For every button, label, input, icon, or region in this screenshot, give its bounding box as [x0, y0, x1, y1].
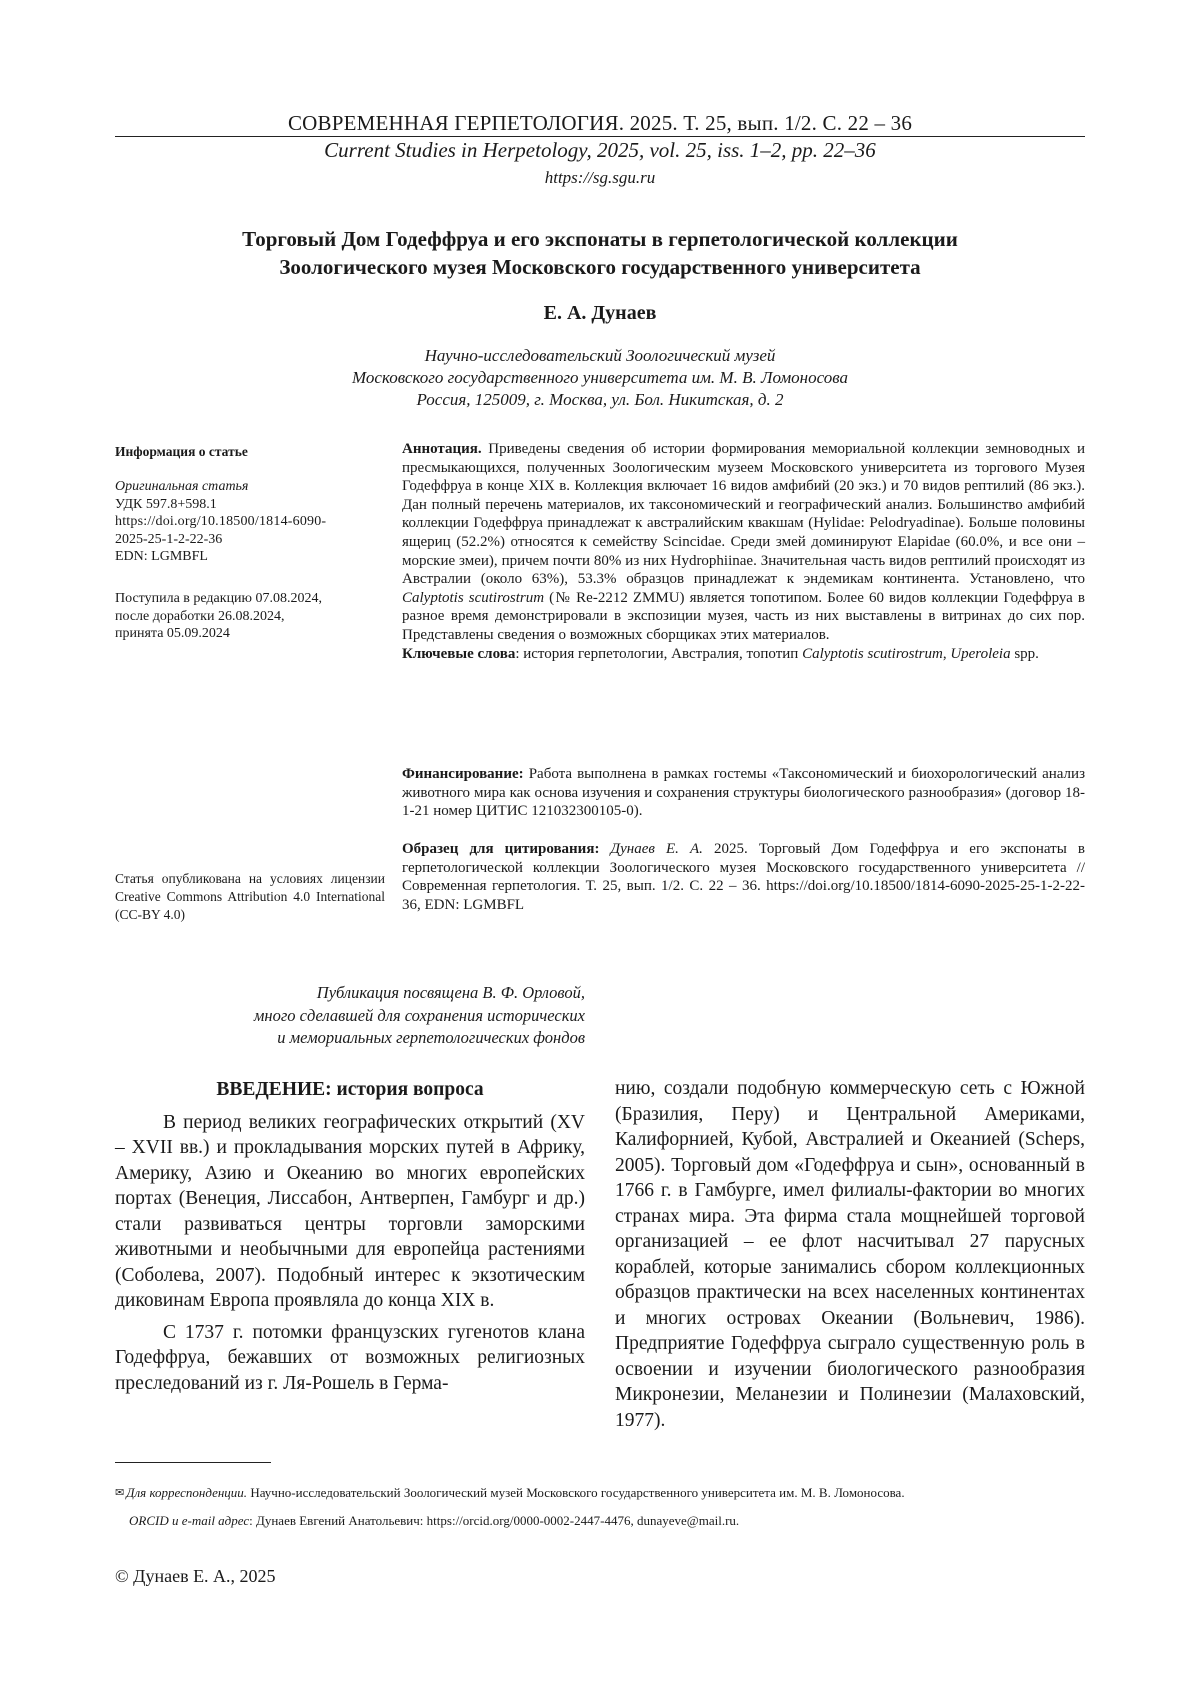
header-rule — [115, 136, 1085, 137]
edn: EDN: LGMBFL — [115, 549, 208, 564]
orcid-label: ORCID и e-mail адрес — [129, 1513, 250, 1528]
keywords — [402, 645, 1085, 664]
intro-paragraph-2: С 1737 г. потомки французских гугенотов клана Годеффруа, бежавших от возможных религиозных преследований из г. Ля-Рошель в Герма- — [115, 1321, 585, 1394]
journal-title-ru: СОВРЕМЕННАЯ ГЕРПЕТОЛОГИЯ. 2025. Т. 25, вып. 1/2. С. 22 – 36 — [287, 111, 913, 135]
dedication-line-2: много сделавшей для сохранения исторических — [253, 1005, 585, 1025]
abstract-text-2: (№ Re-2212 ZMMU) является топотипом. Более 60 видов коллекции Годеффруа в разное время демонстрировали в экспозиции музея, часть из них выставлены в витринах до сих пор. Представлены сведения о возможных сборщиках этих материалов. — [402, 589, 1085, 643]
section-heading: ВВЕДЕНИЕ: история вопроса — [216, 1079, 484, 1100]
keywords-label: Ключевые слова — [402, 645, 516, 662]
journal-title-en — [115, 138, 1085, 163]
keywords-sep: , — [942, 645, 951, 662]
body-left-column — [115, 1077, 585, 1396]
citation-label: Образец для цитирования: — [402, 841, 600, 857]
date-received: Поступила в редакцию 07.08.2024, — [115, 591, 323, 606]
author-name: Е. А. Дунаев — [543, 302, 657, 324]
article-type: Оригинальная статья — [115, 479, 249, 494]
udc: УДК 597.8+598.1 — [115, 496, 217, 512]
correspondence-label: Для корреспонденции. — [126, 1485, 248, 1500]
citation-author: Дунаев Е. А. — [599, 841, 703, 857]
keywords-text: : история герпетологии, Австралия, топотип — [515, 645, 803, 662]
intro-paragraph-3: нию, создали подобную коммерческую сеть с Южной (Бразилия, Перу) и Центральной Америками, Калифорнией, Кубой, Австралией и Океанией (Scheps, 2005). Торговый дом «Годеффруа и сын», основанный в 1766 г. в Гамбурге, имел филиалы-фактории во многих странах мира. Эта фирма стала мощнейшей торговой организацией – ее флот насчитывал 27 парусных кораблей, которые занимались сбором коллекционных образцов практически на всех населенных континентах и многих островах Океании (Вольневич, 1986). Предприятие Годеффруа сыграло существенную роль в освоении и изучении биологического разнообразия Микронезии, Меланезии и Полинезии (Малаховский, 1977). — [615, 1078, 1085, 1431]
keywords-species-2: Uperoleia — [950, 645, 1011, 662]
correspondence-text: Научно-исследовательский Зоологический музей Московского государственного университета им. М. В. Ломоносова. — [247, 1485, 905, 1500]
intro-paragraph-1: В период великих географических открытий (XV – XVII вв.) и прокладывания морских путей в Африку, Америку, Азию и Океанию во многих европейских портах (Венеция, Лиссабон, Антверпен, Гамбург и др.) стали развиваться центры торговли заморскими животными и необычными для европейца растениями (Соболева, 2007). Подобный интерес к экзотическим диковинам Европа проявляла до конца XIX в. — [115, 1111, 585, 1311]
date-accepted: принята 05.09.2024 — [115, 626, 230, 641]
article-title — [115, 225, 1085, 281]
article-dates — [115, 590, 385, 643]
keywords-end: spp. — [1010, 645, 1039, 662]
correspondence-note — [115, 1484, 1085, 1502]
copyright: © Дунаев Е. А., 2025 — [115, 1566, 276, 1586]
keywords-species-1: Calyptotis scutirostrum — [802, 645, 943, 662]
funding — [402, 765, 1085, 821]
date-revised: после доработки 26.08.2024, — [115, 608, 285, 624]
footnote-rule — [115, 1462, 271, 1463]
affiliation — [115, 345, 1085, 411]
dedication-line-1: Публикация посвящена В. Ф. Орловой, — [316, 983, 585, 1002]
title-line-2: Зоологического музея Московского государственного университета — [279, 255, 921, 279]
funding-label: Финансирование: — [402, 766, 524, 782]
journal-en-name: Current Studies in Herpetology — [324, 138, 587, 162]
abstract — [402, 440, 1085, 663]
citation — [402, 840, 1085, 914]
body-right-column — [615, 1076, 1085, 1433]
affiliation-line-2: Московского государственного университета им. М. В. Ломоносова — [351, 368, 849, 387]
doi-line-1[interactable]: https://doi.org/10.18500/1814-6090- — [115, 514, 327, 529]
orcid-note — [115, 1512, 1099, 1530]
affiliation-line-1: Научно-исследовательский Зоологический музей — [424, 346, 776, 365]
article-info — [115, 478, 385, 566]
journal-site[interactable]: https://sg.sgu.ru — [544, 168, 656, 187]
abstract-label: Аннотация. — [402, 441, 482, 457]
dedication — [115, 982, 585, 1050]
dedication-line-3: и мемориальных герпетологических фондов — [277, 1028, 585, 1047]
abstract-body — [402, 440, 1085, 645]
orcid-text[interactable]: : Дунаев Евгений Анатольевич: https://orcid.org/0000-0002-2447-4476, dunayeve@mail.ru. — [249, 1513, 740, 1528]
abstract-text-1: Приведены сведения об истории формирования мемориальной коллекции земноводных и пресмыкающихся, полученных Зоологическим музеем Московского университета из торгового Музея Годеффруа в конце XIX в. Коллекция включает 16 видов амфибий (20 экз.) и 70 видов рептилий (86 экз.). Дан полный перечень материалов, их таксономический и географический анализ. Большинство амфибий коллекции Годеффруа принадлежат к австралийским квакшам (Hylidae: Pelodryadinae). Больше половины ящериц (52.2%) относятся к семейству Scincidae. Среди змей доминируют Elapidae (60.0%, и все они – морские змеи), причем почти 80% из них Hydrophiinae. Значительная часть видов рептилий происходят из Австралии (около 63%), 53.3% образцов принадлежат к эндемикам континента. Установлено, что — [402, 441, 1085, 588]
funding-text: Работа выполнена в рамках гостемы «Таксономический и биохорологический анализ животного мира как основа изучения и сохранения структуры биологического разнообразия» (договор 18-1-21 номер ЦИТИС 121032300105-0). — [402, 766, 1085, 820]
affiliation-line-3: Россия, 125009, г. Москва, ул. Бол. Никитская, д. 2 — [416, 390, 784, 409]
doi-line-2[interactable]: 2025-25-1-2-22-36 — [115, 531, 223, 547]
info-heading: Информация о статье — [115, 444, 248, 459]
abstract-species: Calyptotis scutirostrum — [402, 589, 545, 606]
title-line-1: Торговый Дом Годеффруа и его экспонаты в герпетологической коллекции — [242, 227, 958, 251]
journal-en-details: , 2025, vol. 25, iss. 1–2, pp. 22–36 — [586, 138, 876, 162]
citation-text: 2025. Торговый Дом Годеффруа и его экспонаты в герпетологической коллекции Зоологического музея Московского государственного университета // Современная герпетология. Т. 25, вып. 1/2. С. 22 – 36. https://doi.org/10.18500/1814-6090-2025-25-1-2-22-36, EDN: LGMBFL — [402, 841, 1085, 913]
envelope-icon: ✉ — [115, 1487, 125, 1499]
license-note: Статья опубликована на условиях лицензии Creative Commons Attribution 4.0 International (CC-BY 4.0) — [115, 871, 385, 922]
